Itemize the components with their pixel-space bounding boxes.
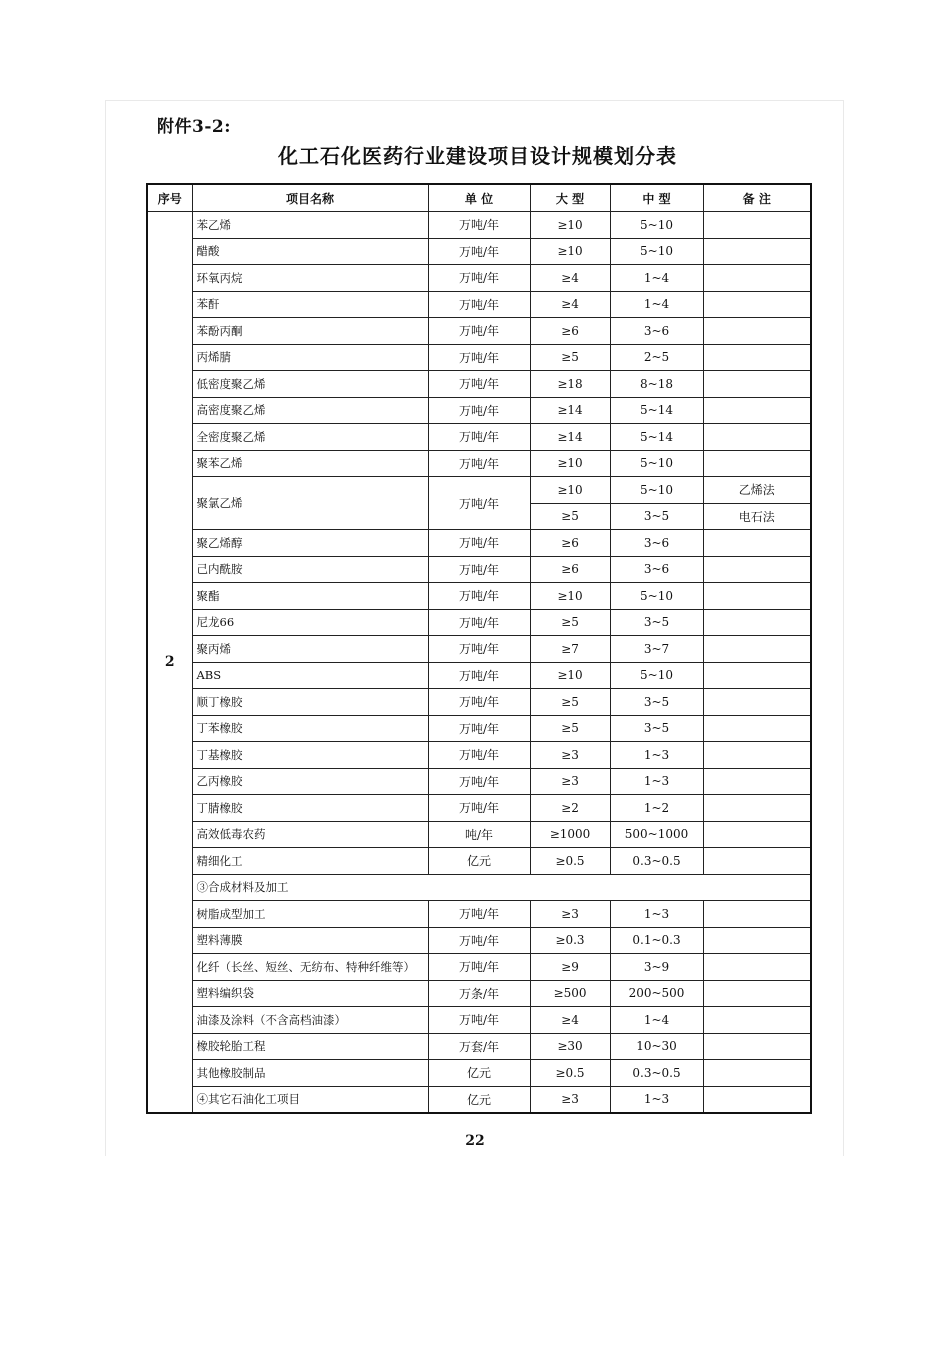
note-cell (703, 1033, 811, 1060)
large-scale-cell: ≥10 (530, 238, 610, 265)
header-large: 大 型 (530, 184, 610, 212)
large-scale-cell: ≥6 (530, 318, 610, 345)
table-row (147, 954, 811, 981)
medium-scale-cell: 3~9 (610, 954, 703, 981)
unit-cell: 亿元 (428, 1086, 530, 1113)
unit-cell: 万吨/年 (428, 344, 530, 371)
large-scale-cell: ≥10 (530, 662, 610, 689)
table-row (147, 212, 811, 239)
item-name-cell: 环氧丙烷 (192, 265, 428, 292)
note-cell (703, 265, 811, 292)
item-name-cell: 丁腈橡胶 (192, 795, 428, 822)
medium-scale-cell: 1~3 (610, 1086, 703, 1113)
medium-scale-cell: 200~500 (610, 980, 703, 1007)
scale-classification-table (146, 183, 812, 1114)
unit-cell: 万吨/年 (428, 238, 530, 265)
unit-cell: 万吨/年 (428, 583, 530, 610)
item-name-cell: 顺丁橡胶 (192, 689, 428, 716)
unit-cell: 万吨/年 (428, 742, 530, 769)
large-scale-cell: ≥14 (530, 397, 610, 424)
table-row (147, 689, 811, 716)
medium-scale-cell: 1~4 (610, 265, 703, 292)
unit-cell: 万吨/年 (428, 954, 530, 981)
note-cell (703, 980, 811, 1007)
item-name-cell: 丁苯橡胶 (192, 715, 428, 742)
medium-scale-cell: 5~10 (610, 212, 703, 239)
medium-scale-cell: 5~10 (610, 238, 703, 265)
item-name-cell: 丙烯腈 (192, 344, 428, 371)
table-row (147, 291, 811, 318)
unit-cell: 万吨/年 (428, 636, 530, 663)
large-scale-cell: ≥9 (530, 954, 610, 981)
item-name-cell: 聚丙烯 (192, 636, 428, 663)
item-name-cell: 尼龙66 (192, 609, 428, 636)
table-row (147, 742, 811, 769)
medium-scale-cell: 5~14 (610, 397, 703, 424)
document-title: 化工石化医药行业建设项目设计规模划分表 (278, 144, 677, 168)
note-cell (703, 1007, 811, 1034)
note-cell: 电石法 (703, 503, 811, 530)
item-name-cell: 苯酐 (192, 291, 428, 318)
medium-scale-cell: 0.1~0.3 (610, 927, 703, 954)
large-scale-cell: ≥5 (530, 344, 610, 371)
table-row (147, 795, 811, 822)
item-name-cell: 其他橡胶制品 (192, 1060, 428, 1087)
item-name-cell: 高密度聚乙烯 (192, 397, 428, 424)
medium-scale-cell: 3~6 (610, 318, 703, 345)
large-scale-cell: ≥10 (530, 583, 610, 610)
table-row (147, 1007, 811, 1034)
medium-scale-cell: 0.3~0.5 (610, 848, 703, 875)
table-row (147, 556, 811, 583)
large-scale-cell: ≥7 (530, 636, 610, 663)
table-row (147, 265, 811, 292)
large-scale-cell: ≥14 (530, 424, 610, 451)
large-scale-cell: ≥2 (530, 795, 610, 822)
large-scale-cell: ≥5 (530, 689, 610, 716)
note-cell (703, 371, 811, 398)
item-name-cell: 油漆及涂料（不含高档油漆） (192, 1007, 428, 1034)
unit-cell: 万吨/年 (428, 212, 530, 239)
note-cell (703, 821, 811, 848)
item-name-cell: 丁基橡胶 (192, 742, 428, 769)
medium-scale-cell: 3~5 (610, 503, 703, 530)
table-row (147, 715, 811, 742)
unit-cell: 万套/年 (428, 1033, 530, 1060)
note-cell (703, 238, 811, 265)
unit-cell: 亿元 (428, 848, 530, 875)
unit-cell: 万吨/年 (428, 450, 530, 477)
table-row (147, 768, 811, 795)
header-item-name: 项目名称 (192, 184, 428, 212)
note-cell (703, 1086, 811, 1113)
unit-cell: 吨/年 (428, 821, 530, 848)
large-scale-cell: ≥30 (530, 1033, 610, 1060)
medium-scale-cell: 10~30 (610, 1033, 703, 1060)
large-scale-cell: ≥18 (530, 371, 610, 398)
unit-cell: 万吨/年 (428, 715, 530, 742)
note-cell (703, 742, 811, 769)
unit-cell: 万吨/年 (428, 901, 530, 928)
table-row (147, 1060, 811, 1087)
unit-cell: 万吨/年 (428, 662, 530, 689)
medium-scale-cell: 3~5 (610, 715, 703, 742)
table-row (147, 397, 811, 424)
item-name-cell: 聚乙烯醇 (192, 530, 428, 557)
table-row (147, 1086, 811, 1113)
unit-cell: 万吨/年 (428, 318, 530, 345)
large-scale-cell: ≥3 (530, 901, 610, 928)
note-cell (703, 715, 811, 742)
unit-cell: 万吨/年 (428, 291, 530, 318)
table-row (147, 371, 811, 398)
large-scale-cell: ≥5 (530, 715, 610, 742)
header-medium: 中 型 (610, 184, 703, 212)
section-heading: ③合成材料及加工 (192, 874, 811, 901)
medium-scale-cell: 1~2 (610, 795, 703, 822)
unit-cell: 万吨/年 (428, 768, 530, 795)
item-name-cell: 己内酰胺 (192, 556, 428, 583)
item-name-cell: 乙丙橡胶 (192, 768, 428, 795)
medium-scale-cell: 3~5 (610, 689, 703, 716)
large-scale-cell: ≥5 (530, 609, 610, 636)
unit-cell: 万吨/年 (428, 556, 530, 583)
medium-scale-cell: 3~6 (610, 530, 703, 557)
table-row (147, 980, 811, 1007)
table-body (147, 212, 811, 1114)
attachment-label: 附件3-2: (157, 117, 231, 137)
medium-scale-cell: 8~18 (610, 371, 703, 398)
section-row (147, 874, 811, 901)
item-name-cell: 精细化工 (192, 848, 428, 875)
note-cell (703, 662, 811, 689)
note-cell (703, 318, 811, 345)
table-row (147, 450, 811, 477)
table-row (147, 848, 811, 875)
table-row (147, 609, 811, 636)
table-row (147, 636, 811, 663)
note-cell (703, 954, 811, 981)
item-name-cell: 树脂成型加工 (192, 901, 428, 928)
large-scale-cell: ≥4 (530, 291, 610, 318)
medium-scale-cell: 500~1000 (610, 821, 703, 848)
table-row (147, 318, 811, 345)
table-row (147, 424, 811, 451)
medium-scale-cell: 3~5 (610, 609, 703, 636)
item-name-cell: ④其它石油化工项目 (192, 1086, 428, 1113)
unit-cell: 万吨/年 (428, 927, 530, 954)
table-row (147, 530, 811, 557)
item-name-cell: 苯酚丙酮 (192, 318, 428, 345)
table-row (147, 927, 811, 954)
note-cell (703, 450, 811, 477)
medium-scale-cell: 1~3 (610, 742, 703, 769)
unit-cell: 万吨/年 (428, 530, 530, 557)
medium-scale-cell: 1~3 (610, 901, 703, 928)
note-cell (703, 636, 811, 663)
medium-scale-cell: 3~7 (610, 636, 703, 663)
large-scale-cell: ≥10 (530, 477, 610, 504)
note-cell (703, 1060, 811, 1087)
item-name-cell: 高效低毒农药 (192, 821, 428, 848)
note-cell (703, 212, 811, 239)
table-row (147, 901, 811, 928)
note-cell (703, 689, 811, 716)
item-name-cell: 聚酯 (192, 583, 428, 610)
medium-scale-cell: 0.3~0.5 (610, 1060, 703, 1087)
large-scale-cell: ≥3 (530, 768, 610, 795)
medium-scale-cell: 3~6 (610, 556, 703, 583)
medium-scale-cell: 1~4 (610, 1007, 703, 1034)
large-scale-cell: ≥1000 (530, 821, 610, 848)
unit-cell: 万吨/年 (428, 477, 530, 530)
table-row (147, 238, 811, 265)
large-scale-cell: ≥0.5 (530, 848, 610, 875)
item-name-cell: 聚氯乙烯 (192, 477, 428, 530)
header-note: 备 注 (703, 184, 811, 212)
unit-cell: 万吨/年 (428, 371, 530, 398)
note-cell: 乙烯法 (703, 477, 811, 504)
note-cell (703, 768, 811, 795)
item-name-cell: 塑料编织袋 (192, 980, 428, 1007)
item-name-cell: 全密度聚乙烯 (192, 424, 428, 451)
large-scale-cell: ≥6 (530, 530, 610, 557)
unit-cell: 万吨/年 (428, 689, 530, 716)
item-name-cell: 化纤（长丝、短丝、无纺布、特种纤维等） (192, 954, 428, 981)
unit-cell: 万吨/年 (428, 609, 530, 636)
unit-cell: 亿元 (428, 1060, 530, 1087)
item-name-cell: ABS (192, 662, 428, 689)
item-name-cell: 聚苯乙烯 (192, 450, 428, 477)
large-scale-cell: ≥4 (530, 1007, 610, 1034)
note-cell (703, 291, 811, 318)
table-row (147, 583, 811, 610)
large-scale-cell: ≥5 (530, 503, 610, 530)
note-cell (703, 901, 811, 928)
large-scale-cell: ≥4 (530, 265, 610, 292)
item-name-cell: 塑料薄膜 (192, 927, 428, 954)
table-row (147, 344, 811, 371)
note-cell (703, 556, 811, 583)
item-name-cell: 苯乙烯 (192, 212, 428, 239)
note-cell (703, 848, 811, 875)
item-name-cell: 醋酸 (192, 238, 428, 265)
seq-number-cell: 2 (147, 212, 192, 1114)
unit-cell: 万吨/年 (428, 424, 530, 451)
note-cell (703, 609, 811, 636)
note-cell (703, 927, 811, 954)
large-scale-cell: ≥500 (530, 980, 610, 1007)
table-header-row (147, 184, 811, 212)
table-row (147, 662, 811, 689)
table-row (147, 1033, 811, 1060)
table-row (147, 821, 811, 848)
large-scale-cell: ≥6 (530, 556, 610, 583)
unit-cell: 万条/年 (428, 980, 530, 1007)
header-unit: 单 位 (428, 184, 530, 212)
large-scale-cell: ≥0.5 (530, 1060, 610, 1087)
large-scale-cell: ≥10 (530, 450, 610, 477)
medium-scale-cell: 5~10 (610, 662, 703, 689)
unit-cell: 万吨/年 (428, 795, 530, 822)
table-row (147, 477, 811, 504)
medium-scale-cell: 5~10 (610, 583, 703, 610)
large-scale-cell: ≥10 (530, 212, 610, 239)
medium-scale-cell: 2~5 (610, 344, 703, 371)
note-cell (703, 424, 811, 451)
page-number: 22 (465, 1133, 485, 1149)
large-scale-cell: ≥3 (530, 742, 610, 769)
note-cell (703, 583, 811, 610)
medium-scale-cell: 1~3 (610, 768, 703, 795)
unit-cell: 万吨/年 (428, 1007, 530, 1034)
note-cell (703, 530, 811, 557)
note-cell (703, 344, 811, 371)
unit-cell: 万吨/年 (428, 397, 530, 424)
note-cell (703, 795, 811, 822)
medium-scale-cell: 5~10 (610, 477, 703, 504)
medium-scale-cell: 1~4 (610, 291, 703, 318)
large-scale-cell: ≥0.3 (530, 927, 610, 954)
unit-cell: 万吨/年 (428, 265, 530, 292)
note-cell (703, 397, 811, 424)
item-name-cell: 橡胶轮胎工程 (192, 1033, 428, 1060)
item-name-cell: 低密度聚乙烯 (192, 371, 428, 398)
medium-scale-cell: 5~14 (610, 424, 703, 451)
header-seq: 序号 (147, 184, 192, 212)
large-scale-cell: ≥3 (530, 1086, 610, 1113)
medium-scale-cell: 5~10 (610, 450, 703, 477)
